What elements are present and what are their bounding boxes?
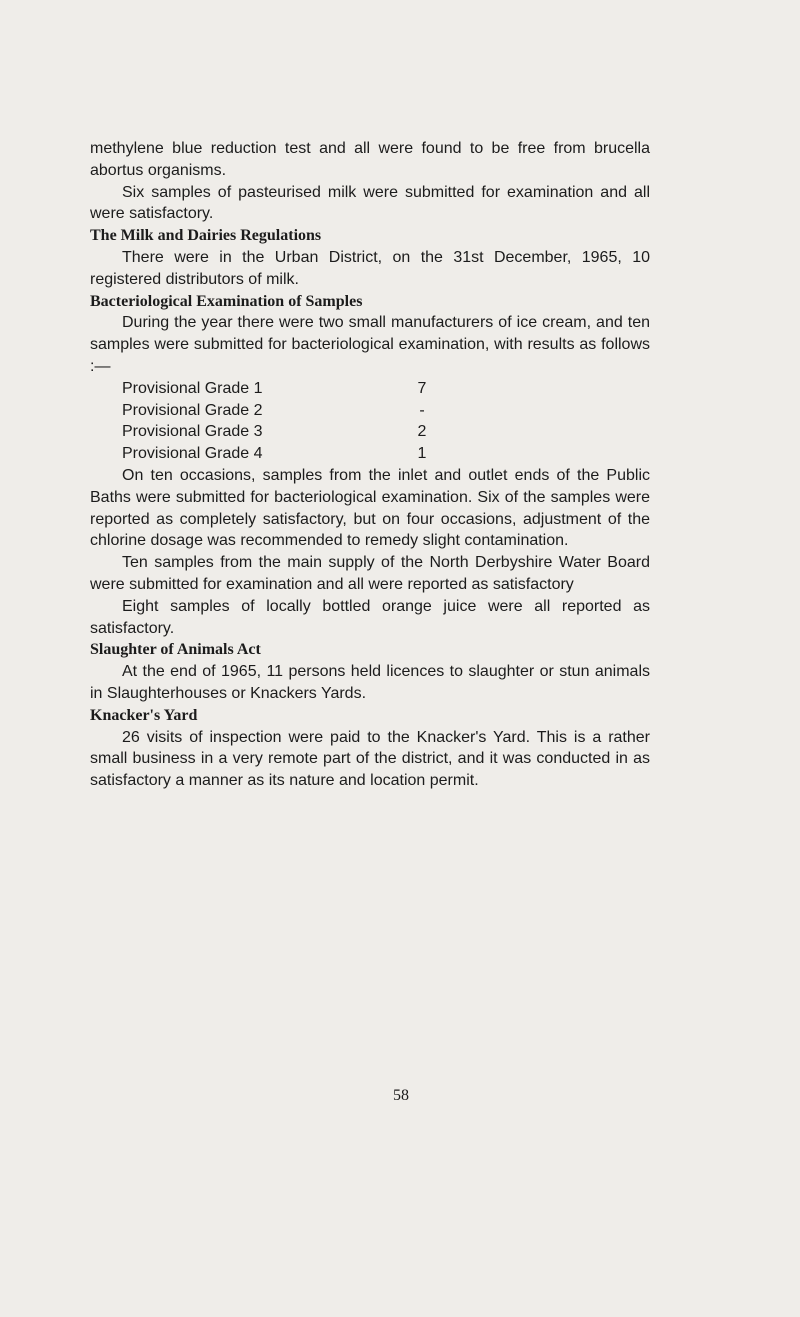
paragraph-methylene: methylene blue reduction test and all were found to be free from brucella abortus organisms. xyxy=(90,140,650,179)
paragraph-knacker: 26 visits of inspection were paid to the Knacker's Yard. This is a rather small business in a very remote part of the district, and it was conducted in as satisfactory a manner as its nature and location permit. xyxy=(90,728,650,790)
paragraph-pasteurised: Six samples of pasteurised milk were submitted for examination and all were satisfactory. xyxy=(90,183,650,223)
grade-row xyxy=(122,421,452,443)
heading-slaughter: Slaughter of Animals Act xyxy=(90,641,261,659)
page-number: 58 xyxy=(393,1087,409,1104)
grade-value: - xyxy=(419,401,425,419)
grade-value: 1 xyxy=(417,445,427,463)
grade-label: Provisional Grade 1 xyxy=(122,379,263,397)
grade-results-table xyxy=(122,378,452,465)
grade-label: Provisional Grade 3 xyxy=(122,423,263,441)
paragraph-orange-juice: Eight samples of locally bottled orange juice were all reported as satisfactory. xyxy=(90,597,650,637)
grade-label: Provisional Grade 4 xyxy=(122,445,263,463)
paragraph-public-baths: On ten occasions, samples from the inlet and outlet ends of the Public Baths were submitted for bacteriological examination. Six of the samples were reported as completely satisfactory, but on four occasions, adjustment of the chlorine dosage was recommended to remedy slight contamination. xyxy=(90,466,650,550)
heading-bacteriological: Bacteriological Examination of Samples xyxy=(90,292,363,310)
paragraph-milk-dairies: There were in the Urban District, on the 31st December, 1965, 10 registered distributors of milk. xyxy=(90,248,650,288)
paragraph-slaughter: At the end of 1965, 11 persons held licences to slaughter or stun animals in Slaughterhouses or Knackers Yards. xyxy=(90,663,650,702)
grade-value: 7 xyxy=(417,379,427,397)
paragraph-ice-cream: During the year there were two small manufacturers of ice cream, and ten samples were submitted for bacteriological examination, with results as follows :— xyxy=(90,314,650,375)
grade-value: 2 xyxy=(417,423,427,441)
heading-knacker: Knacker's Yard xyxy=(90,706,198,724)
grade-label: Provisional Grade 2 xyxy=(122,401,263,419)
document-page xyxy=(90,138,650,792)
grade-row xyxy=(122,443,452,465)
heading-milk-dairies: The Milk and Dairies Regulations xyxy=(90,227,322,245)
grade-row xyxy=(122,378,452,400)
grade-row xyxy=(122,400,452,422)
paragraph-water-board: Ten samples from the main supply of the North Derbyshire Water Board were submitted for examination and all were reported as satisfactory xyxy=(90,554,650,593)
